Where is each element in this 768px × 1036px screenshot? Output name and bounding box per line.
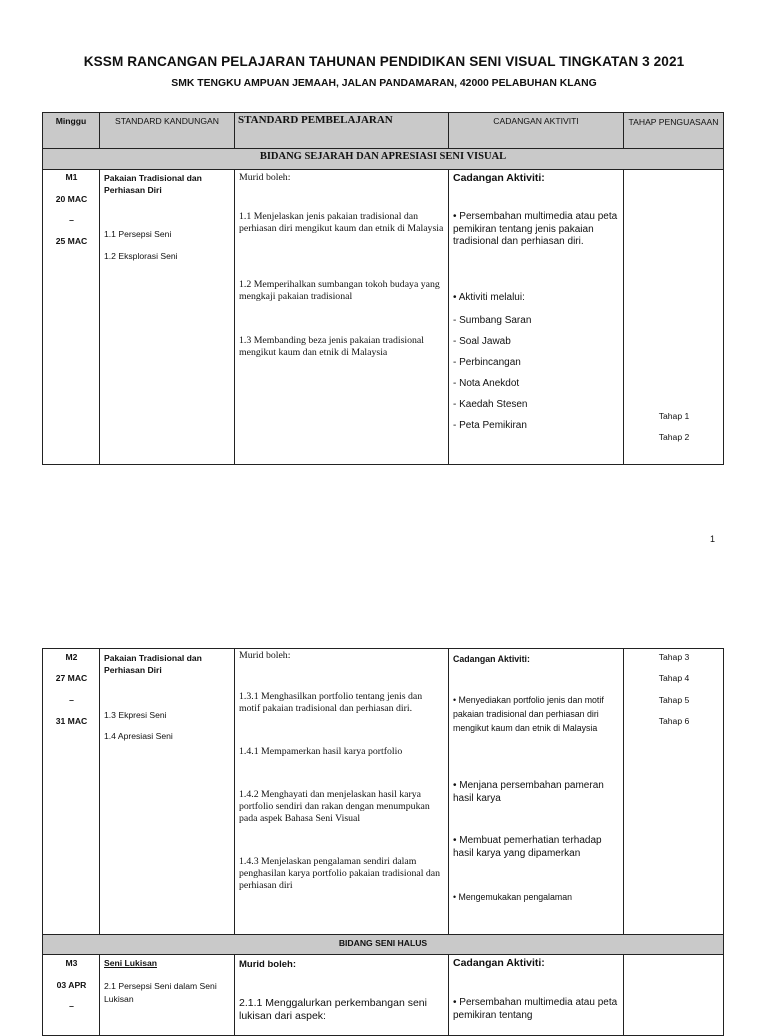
activity-list-item: - Soal Jawab (453, 336, 511, 347)
topic-title: Seni Lukisan (104, 958, 158, 968)
cadangan-item-2: • Menjana persembahan pameran hasil karya (453, 779, 619, 805)
standard-pembelajaran-1-1: 1.1 Menjelaskan jenis pakaian tradisional dan perhiasan diri mengikut kaum dan etnik di Malaysia (239, 211, 444, 234)
date-start: 03 APR (56, 980, 87, 990)
standard-kandungan-2: 1.4 Apresiasi Seni (104, 731, 173, 741)
date-end: 25 MAC (55, 236, 88, 246)
table-row-m2 (43, 649, 724, 935)
col-minggu: Minggu (55, 116, 87, 126)
standard-pembelajaran-1-2: 1.2 Memperihalkan sumbangan tokoh budaya yang mengkaji pakaian tradisional (239, 279, 440, 302)
section-row (43, 935, 724, 955)
activity-list-item: - Sumbang Saran (453, 315, 532, 326)
standard-pembelajaran-1-4-3: 1.4.3 Menjelaskan pengalaman sendiri dalam penghasilan karya portfolio pakaian tradisional dan perhiasan diri (239, 856, 441, 891)
school-address: SMK TENGKU AMPUAN JEMAAH, JALAN PANDAMARAN, 42000 PELABUHAN KLANG (171, 78, 597, 89)
col-cadangan-aktiviti: CADANGAN AKTIVITI (493, 116, 579, 126)
topic-title: Pakaian Tradisional dan Perhiasan Diri (104, 173, 202, 195)
col-standard-pembelajaran: STANDARD PEMBELAJARAN (238, 114, 393, 126)
week-label: M1 (65, 172, 78, 182)
cadangan-heading: Cadangan Aktiviti: (453, 172, 545, 184)
date-dash: – (69, 695, 74, 705)
cadangan-heading: Cadangan Aktiviti: (453, 957, 545, 969)
cadangan-item-3: • Membuat pemerhatian terhadap hasil karya yang dipamerkan (453, 834, 619, 860)
standard-pembelajaran-1-3: 1.3 Membanding beza jenis pakaian tradisional mengikut kaum dan etnik di Malaysia (239, 335, 424, 358)
date-start: 27 MAC (55, 673, 88, 683)
date-end: 31 MAC (55, 716, 88, 726)
header-row (43, 113, 724, 149)
cadangan-item-1: • Persembahan multimedia atau peta pemikiran tentang jenis pakaian tradisional dan perhiasan diri. (453, 211, 619, 249)
date-dash: – (69, 215, 74, 225)
page-number: 1 (710, 534, 716, 544)
activity-list-item: - Peta Pemikiran (453, 420, 527, 431)
tahap-item: Tahap 2 (658, 432, 690, 442)
section-title-seni-halus: BIDANG SENI HALUS (338, 938, 428, 948)
table-row-m3 (43, 955, 724, 1036)
standard-pembelajaran-1-4-2: 1.4.2 Menghayati dan menjelaskan hasil karya portfolio sendiri dan rakan dengan menumpukan pada aspek Bahasa Seni Visual (239, 789, 430, 824)
activity-list-item: - Nota Anekdot (453, 378, 520, 389)
standard-kandungan-1: 1.3 Ekpresi Seni (104, 710, 167, 720)
murid-boleh: Murid boleh: (239, 650, 291, 661)
date-start: 20 MAC (55, 194, 88, 204)
activity-list-item: - Perbincangan (453, 357, 521, 368)
activity-list-item: - Kaedah Stesen (453, 399, 528, 410)
plan-table-page-1 (42, 112, 724, 465)
standard-pembelajaran-2-1-1: 2.1.1 Menggalurkan perkembangan seni lukisan dari aspek: (239, 997, 427, 1022)
cadangan-item-2: • Aktiviti melalui: (453, 292, 525, 305)
standard-kandungan-2: 1.2 Eksplorasi Seni (104, 251, 178, 261)
cadangan-item-4: • Mengemukakan pengalaman (453, 890, 572, 904)
cadangan-item-1: • Persembahan multimedia atau peta pemikiran tentang (453, 997, 619, 1022)
cadangan-heading: Cadangan Aktiviti: (453, 654, 530, 664)
tahap-item: Tahap 6 (658, 716, 690, 726)
plan-table-page-2 (42, 648, 724, 1036)
standard-pembelajaran-1-4-1: 1.4.1 Mempamerkan hasil karya portfolio (239, 746, 403, 757)
date-dash: – (69, 1001, 74, 1011)
tahap-item: Tahap 3 (658, 652, 690, 662)
section-row (43, 149, 724, 170)
week-label: M3 (65, 958, 78, 968)
document-title: KSSM RANCANGAN PELAJARAN TAHUNAN PENDIDIKAN SENI VISUAL TINGKATAN 3 2021 (83, 54, 685, 69)
standard-pembelajaran-1-3-1: 1.3.1 Menghasilkan portfolio tentang jenis dan motif pakaian tradisional dan perhiasan diri. (239, 691, 423, 714)
murid-boleh: Murid boleh: (239, 172, 291, 183)
col-standard-kandungan: STANDARD KANDUNGAN (115, 116, 219, 126)
col-tahap-penguasaan: TAHAP PENGUASAAN (628, 117, 719, 127)
section-title-sejarah: BIDANG SEJARAH DAN APRESIASI SENI VISUAL (259, 151, 507, 162)
week-label: M2 (65, 652, 78, 662)
cadangan-item-1: • Menyediakan portfolio jenis dan motif pakaian tradisional dan perhiasan diri mengikut kaum dan etnik di Malaysia (453, 693, 615, 735)
standard-kandungan-1: 2.1 Persepsi Seni dalam Seni Lukisan (104, 981, 217, 1004)
tahap-item: Tahap 5 (658, 695, 690, 705)
topic-title: Pakaian Tradisional dan Perhiasan Diri (104, 653, 202, 675)
tahap-item: Tahap 4 (658, 673, 690, 683)
murid-boleh: Murid boleh: (239, 959, 296, 970)
standard-kandungan-1: 1.1 Persepsi Seni (104, 229, 172, 239)
tahap-item: Tahap 1 (658, 411, 690, 421)
table-row-m1 (43, 170, 724, 465)
